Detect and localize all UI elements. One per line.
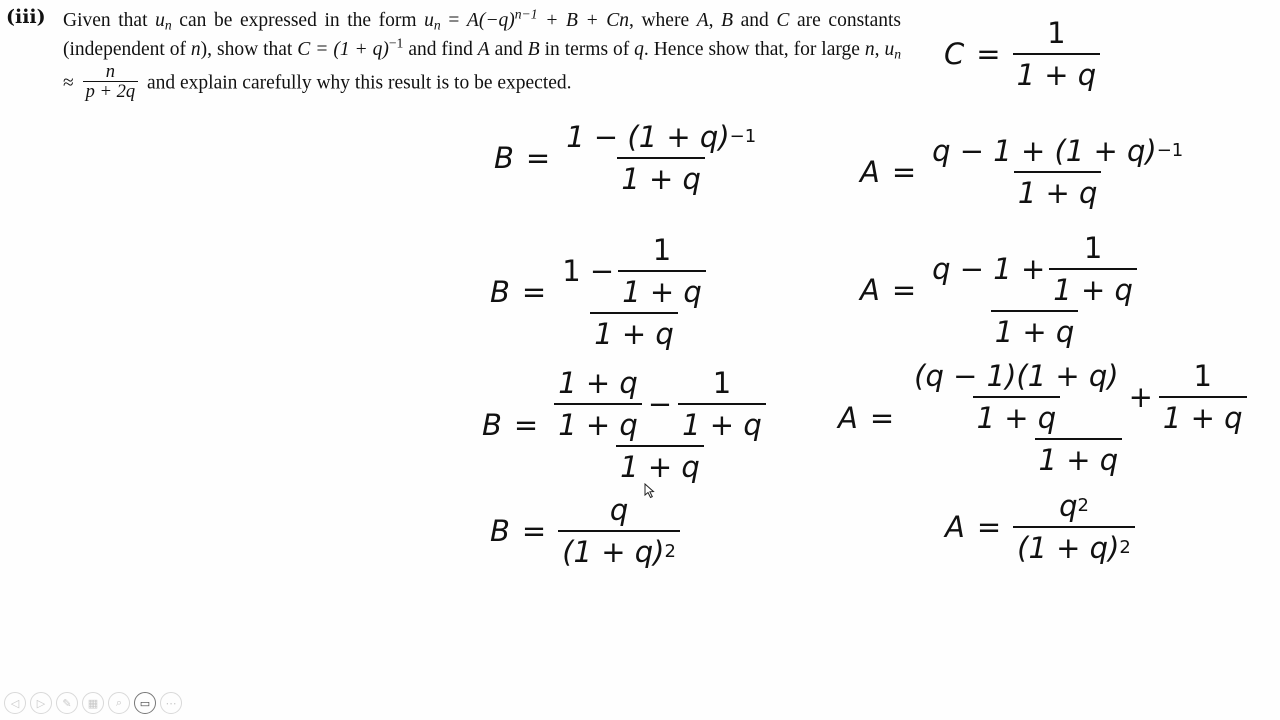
approx-frac-den: p + 2q [83, 81, 139, 101]
b1-num-text: 1 − (1 + q) [566, 120, 730, 154]
presentation-toolbar [4, 692, 182, 714]
approx-frac-num: n [105, 61, 115, 82]
var-B: B [494, 141, 514, 175]
minus-sign: − [647, 387, 673, 421]
equals-sign: = [891, 273, 917, 307]
var-B: B [490, 514, 510, 548]
nested-den: 1 + q [973, 396, 1061, 435]
nested-num: 1 + q [558, 366, 638, 400]
text-find: and find [403, 39, 478, 60]
b2-one-minus: 1 − [562, 254, 615, 288]
frac-den: (1 + q) 2 [558, 530, 680, 569]
text-u-approx: u [884, 39, 895, 60]
frac-den: 1 + q [1013, 53, 1101, 92]
a1-num-text: q − 1 + (1 + q) [932, 134, 1157, 168]
fraction-B3 [550, 366, 770, 484]
text-n3: n [864, 39, 875, 60]
nested-fraction-left [910, 359, 1122, 435]
text-and2: and [489, 39, 528, 60]
var-A: A [838, 401, 858, 435]
equals-sign: = [976, 510, 1002, 544]
var-A: A [860, 273, 880, 307]
frac-num: q [609, 493, 629, 527]
fraction-C [1013, 16, 1101, 92]
frac-num [906, 359, 1250, 438]
equation-B-step1 [494, 120, 760, 196]
fraction-B2 [558, 233, 710, 351]
text-C: C [776, 10, 790, 31]
zoom-icon[interactable]: ⌕ [108, 692, 130, 714]
equation-B-final [490, 493, 680, 569]
text-A: A [696, 10, 709, 31]
video-icon[interactable]: ▭ [134, 692, 156, 714]
frac-num: q 2 [1059, 489, 1089, 523]
fraction-B4 [558, 493, 680, 569]
text-n-sub-approx: n [894, 46, 902, 62]
mouse-cursor-icon [644, 483, 656, 499]
frac-den: 1 + q [1035, 438, 1123, 477]
equals-sign: = [976, 37, 1001, 71]
frac-den: (1 + q) 2 [1013, 526, 1135, 565]
text-can-be: can be expressed in the form [171, 10, 425, 31]
equals-sign: = [525, 141, 551, 175]
text-where: , where [628, 10, 697, 31]
nested-den: 1 + q [1159, 396, 1247, 435]
equation-A-step3 [838, 359, 1251, 477]
text-B2: B [527, 39, 540, 60]
a2-num-left: q − 1 + [932, 252, 1046, 286]
fraction-A3 [906, 359, 1250, 477]
equation-A-step1 [860, 134, 1187, 210]
frac-den: 1 + q [617, 157, 705, 196]
text-show-that: ), show that [200, 39, 298, 60]
a4-den-text: (1 + q) [1017, 531, 1120, 565]
equals-sign: = [521, 275, 547, 309]
text-explain: and explain carefully why this result is to be expected. [142, 72, 572, 94]
nested-fraction-right [678, 366, 766, 442]
nested-den: 1 + q [554, 403, 642, 442]
nested-fraction-left [554, 366, 642, 442]
frac-den: 1 + q [1014, 171, 1102, 210]
text-q: q [634, 39, 644, 60]
plus-sign: + [1128, 380, 1153, 414]
var-C: C [944, 37, 965, 71]
nested-num: 1 [1193, 359, 1212, 393]
next-icon[interactable]: ▷ [30, 692, 52, 714]
fraction-B1 [562, 120, 760, 196]
var-A: A [860, 155, 880, 189]
b4-den-text: (1 + q) [562, 535, 665, 569]
nested-den: 1 + q [1049, 268, 1137, 307]
nested-fraction [618, 233, 706, 309]
var-A: A [945, 510, 965, 544]
equals-sign: = [891, 155, 917, 189]
problem-statement: Given that $u_n$ can be expressed in the form $u_n = A(-q)^{n-1} + B + Cn$, where A, B and C are constants (independent of n), show that $C = (1 + q)^{-1}$ and find A and B in terms of q. Hence show that, for large n, $u_n$ ≈ $\frac{n}{p + 2q}$ and explain carefully why this result is to be expected. [63, 6, 902, 103]
equation-A-step2 [860, 231, 1141, 349]
text-in-terms: in terms of [539, 39, 635, 60]
text-n-sub-form: n [433, 17, 441, 33]
frac-den: 1 + q [991, 310, 1079, 349]
equals-sign: = [869, 401, 895, 435]
fraction-A1 [928, 134, 1187, 210]
a4-num-text: q [1059, 489, 1078, 523]
nested-fraction-right [1159, 359, 1247, 435]
var-B: B [482, 408, 502, 442]
text-u: u [155, 10, 165, 31]
nested-den: 1 + q [618, 270, 706, 309]
nested-den: 1 + q [678, 403, 766, 442]
frac-den: 1 + q [590, 312, 678, 351]
fraction-A2 [928, 231, 1141, 349]
nested-fraction [1049, 231, 1137, 307]
text-u-form: u [424, 10, 434, 31]
text-form-rest: + B + Cn [537, 10, 629, 31]
problem-part-label: (iii) [6, 6, 46, 28]
text-approx: ≈ [63, 72, 79, 94]
text-form-exp: n−1 [514, 6, 538, 22]
equation-C [944, 16, 1100, 92]
frac-num [558, 233, 710, 312]
nested-num: (q − 1)(1 + q) [914, 359, 1119, 393]
frac-num [550, 366, 770, 445]
nested-num: 1 [652, 233, 672, 267]
equation-B-step3 [482, 366, 770, 484]
frac-num [928, 231, 1141, 310]
text-n-sub: n [164, 17, 172, 33]
more-icon[interactable]: ⋯ [160, 692, 182, 714]
text-n2: n [190, 39, 201, 60]
equals-sign: = [513, 408, 539, 442]
equals-sign: = [521, 514, 547, 548]
frac-num: 1 − (1 + q) −1 [566, 120, 757, 154]
nested-num: 1 [1083, 231, 1103, 265]
text-and: and [733, 10, 777, 31]
pen-icon[interactable]: ✎ [56, 692, 78, 714]
text-are-constants: are constants (independent of [63, 10, 901, 60]
var-B: B [490, 275, 510, 309]
text-hence: . Hence show that, for large [643, 39, 865, 60]
text-given: Given that [63, 10, 156, 31]
nested-num: 1 [712, 366, 732, 400]
frac-num: q − 1 + (1 + q) −1 [932, 134, 1184, 168]
frac-den: 1 + q [616, 445, 704, 484]
text-C-exp: −1 [388, 35, 404, 51]
text-C-expr: C = (1 + q) [297, 39, 389, 60]
frac-num: 1 [1047, 16, 1066, 50]
text-form-rhs: A(−q) [466, 10, 515, 31]
slides-icon[interactable]: ▦ [82, 692, 104, 714]
previous-icon[interactable]: ◁ [4, 692, 26, 714]
text-A2: A [477, 39, 490, 60]
text-comma: , [708, 10, 722, 31]
equation-A-final [945, 489, 1135, 565]
fraction-A4 [1013, 489, 1135, 565]
text-B: B [721, 10, 734, 31]
equation-B-step2 [490, 233, 710, 351]
approx-fraction [83, 62, 139, 102]
